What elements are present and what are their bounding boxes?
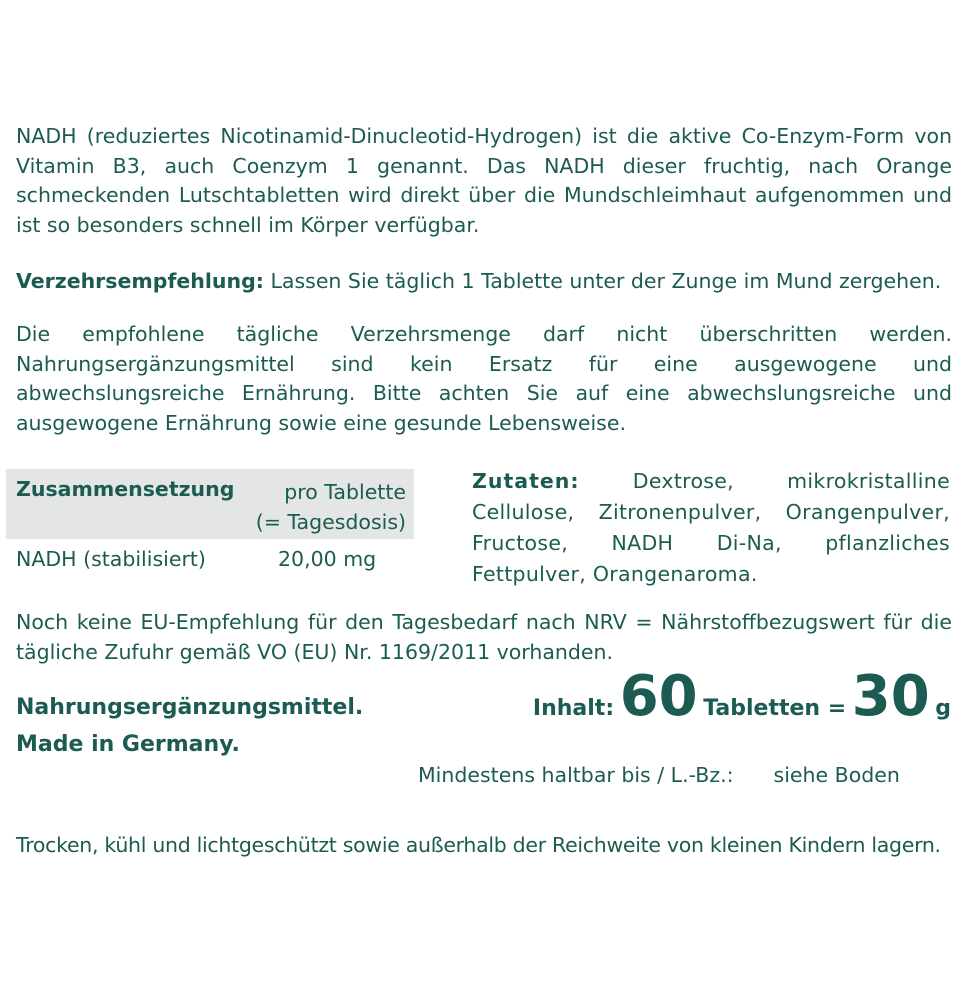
composition-header: Zusammensetzung	[16, 477, 235, 501]
composition-per-line1: pro Tablette	[284, 480, 406, 504]
recommendation-label: Verzehrsempfehlung:	[16, 269, 264, 293]
made-in: Made in Germany.	[16, 732, 240, 757]
content-count: 60	[619, 664, 698, 729]
composition-row-name: NADH (stabilisiert)	[16, 547, 206, 571]
nrv-note: Noch keine EU-Empfehlung für den Tagesbedarf nach NRV = Nährstoffbezugswert für die tägliche Zufuhr gemäß VO (EU) Nr. 1169/2011 vorhanden.	[16, 610, 952, 664]
recommendation-text: Lassen Sie täglich 1 Tablette unter der Zunge im Mund zergehen.	[263, 269, 942, 293]
ingredients-text: Dextrose, mikrokristalline Cellulose, Zitronenpulver, Orangenpulver, Fructose, NADH Di-Na, pflanzliches Fettpulver, Orangenaroma.	[472, 469, 950, 586]
notice-paragraph: Die empfohlene tägliche Verzehrsmenge darf nicht überschritten werden. Nahrungsergänzungsmittel sind kein Ersatz für eine ausgewogene und abwechslungsreiche Ernährung. Bitte achten Sie auf eine abwechslungsreiche und ausgewogene Ernährung sowie eine gesunde Lebensweise.	[16, 322, 952, 435]
content-weight: 30	[851, 664, 930, 729]
best-before-value: siehe Boden	[773, 763, 900, 787]
ingredients-label: Zutaten:	[472, 469, 580, 493]
best-before	[418, 763, 900, 787]
content-label: Inhalt:	[532, 696, 615, 721]
intro-paragraph: NADH (reduziertes Nicotinamid-Dinucleotid-Hydrogen) ist die aktive Co-Enzym-Form von Vitamin B3, auch Coenzym 1 genannt. Das NADH dieser fruchtig, nach Orange schmeckenden Lutschtabletten wird direkt über die Mundschleimhaut aufgenommen und ist so besonders schnell im Körper verfügbar.	[16, 124, 952, 237]
composition-per-tablet	[240, 477, 406, 537]
product-type: Nahrungsergänzungsmittel.	[16, 695, 364, 720]
content-unit-label: Tabletten =	[703, 696, 847, 721]
best-before-label: Mindestens haltbar bis / L.-Bz.:	[418, 763, 734, 787]
content-line	[533, 665, 951, 729]
storage-note: Trocken, kühl und lichtgeschützt sowie außerhalb der Reichweite von kleinen Kindern lagern.	[16, 833, 941, 857]
composition-per-line2: (= Tagesdosis)	[255, 510, 406, 534]
ingredients-paragraph	[472, 466, 950, 590]
composition-row-amount: 20,00 mg	[278, 547, 377, 571]
recommendation-paragraph	[16, 267, 952, 297]
content-weight-unit: g	[935, 696, 951, 721]
